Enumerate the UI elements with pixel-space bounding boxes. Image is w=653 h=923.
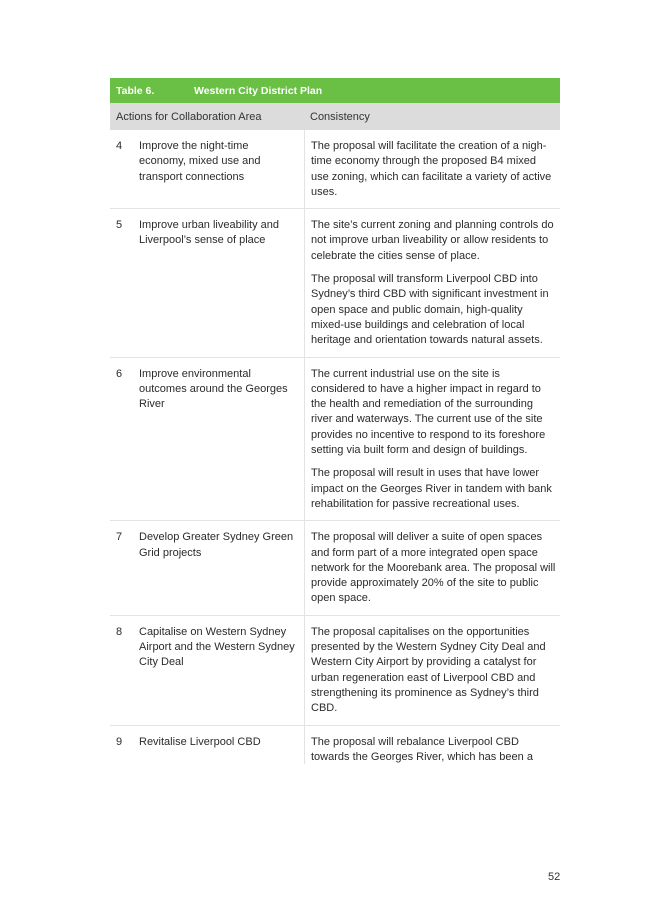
consistency-cell — [304, 130, 560, 208]
action-cell: Improve the night-time economy, mixed use and transport connections — [139, 140, 261, 183]
row-number: 9 — [116, 735, 123, 748]
consistency-paragraph: The proposal capitalises on the opportunities presented by the Western Sydney City Deal and Western City Airport by providing a catalyst for urban regeneration east of Liverpool CBD and strengthening its prominence as Sydney’s third CBD. — [311, 625, 546, 715]
row-number: 5 — [116, 219, 123, 232]
consistency-paragraph: The proposal will transform Liverpool CBD into Sydney’s third CBD with significant investment in open space and public domain, high-quality mixed-use buildings and celebration of local heritage and orientation towards natural assets. — [311, 273, 549, 347]
table-row — [110, 209, 560, 357]
consistency-paragraph: The proposal will facilitate the creation of a nigh-time economy through the proposed B4 mixed use zoning, which can facilitate a variety of active uses. — [311, 140, 552, 198]
table-number: Table 6. — [116, 84, 155, 97]
column-header-actions: Actions for Collaboration Area — [116, 110, 262, 123]
table-title-bar — [110, 78, 560, 103]
column-header-consistency: Consistency — [310, 110, 370, 123]
table-row — [110, 726, 560, 764]
table-header-row — [110, 103, 560, 130]
consistency-cell — [304, 358, 560, 521]
row-number: 8 — [116, 625, 123, 638]
action-cell: Revitalise Liverpool CBD — [139, 735, 261, 748]
table-row — [110, 616, 560, 726]
table-row — [110, 358, 560, 522]
table-title: Western City District Plan — [194, 84, 323, 97]
table-row — [110, 521, 560, 615]
consistency-cell — [304, 209, 560, 356]
action-cell: Capitalise on Western Sydney Airport and the Western Sydney City Deal — [139, 625, 295, 669]
action-cell: Develop Greater Sydney Green Grid projects — [139, 531, 294, 559]
consistency-paragraph: The proposal will deliver a suite of open spaces and form part of a more integrated open space network for the Moorebank area. The proposal will provide approximately 20% of the site to public open space. — [311, 531, 556, 605]
consistency-paragraph: The site’s current zoning and planning controls do not improve urban liveability or allow residents to celebrate the cities sense of place. — [311, 219, 554, 262]
page-number: 52 — [548, 871, 561, 883]
action-cell: Improve urban liveability and Liverpool’s sense of place — [139, 219, 280, 247]
row-number: 6 — [116, 367, 123, 380]
row-number: 4 — [116, 140, 123, 152]
consistency-paragraph: The proposal will rebalance Liverpool CBD towards the Georges River, which has been a — [311, 735, 533, 763]
action-cell: Improve environmental outcomes around the Georges River — [139, 367, 288, 411]
table-row — [110, 130, 560, 209]
consistency-cell — [304, 616, 560, 725]
row-number: 7 — [116, 531, 123, 544]
consistency-cell — [304, 521, 560, 614]
consistency-paragraph: The current industrial use on the site is considered to have a higher impact in regard to the health and remediation of the surrounding river and waterways. The current use of the site provides no incentive to respond to its foreshore setting via built form and design of buildings. — [311, 367, 546, 457]
consistency-cell — [304, 726, 560, 764]
consistency-table — [110, 78, 560, 764]
consistency-paragraph: The proposal will result in uses that have lower impact on the Georges River in tandem with bank rehabilitation for passive recreational uses. — [311, 467, 552, 510]
